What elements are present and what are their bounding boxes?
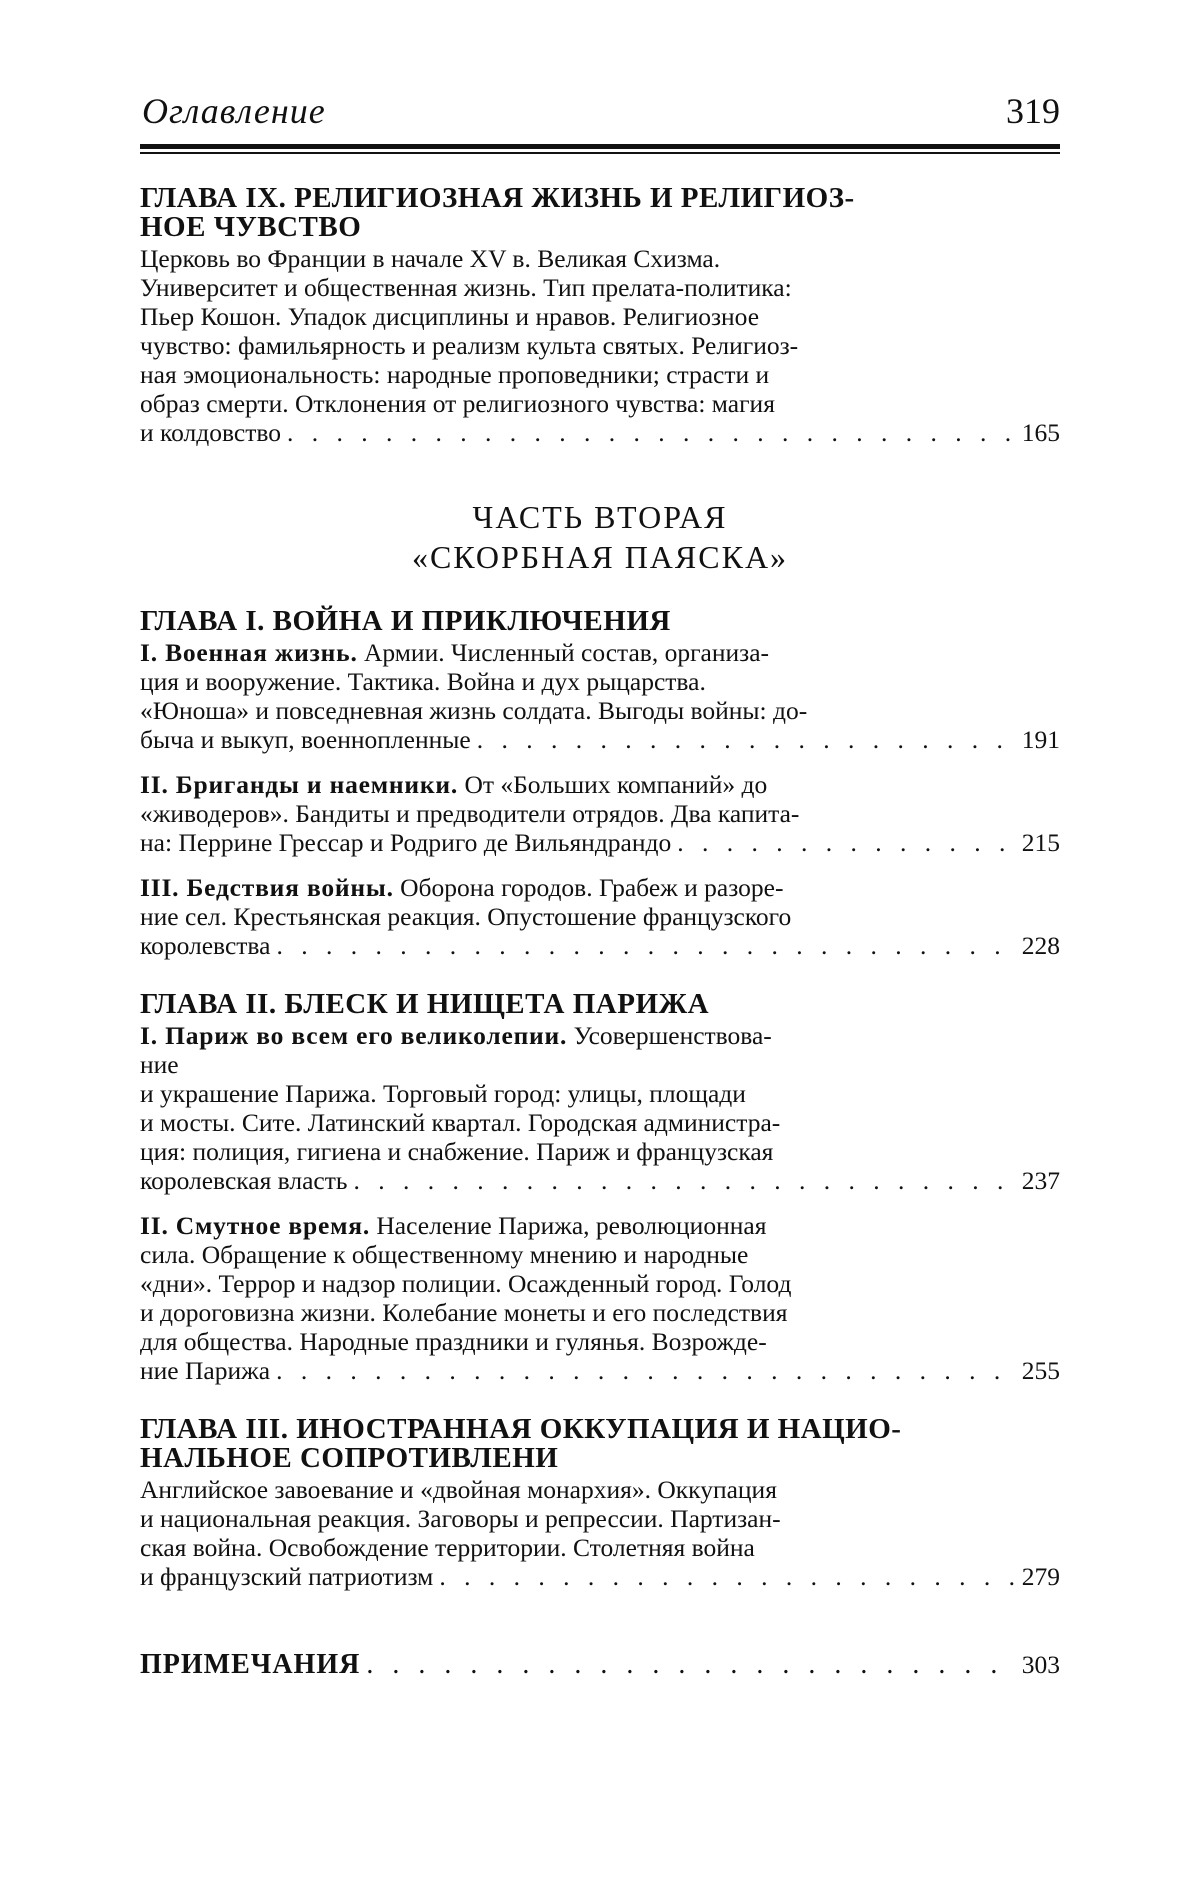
entry-line: ние [140,1050,179,1079]
part-heading-line2: «СКОРБНАЯ ПАЯСКА» [411,539,789,575]
entry-last-line [140,725,1060,754]
toc-entry [140,1475,1060,1591]
entry-line: и французский патриотизм [140,1562,434,1591]
entry-page-number: 279 [1021,1562,1060,1591]
entry-text [140,1021,1060,1166]
header-rule-thin [140,152,1060,154]
entry-page-number: 191 [1021,725,1060,754]
chapter-section [140,607,1060,960]
dot-leader [477,725,1016,754]
entry-line: быча и выкуп, военнопленные [140,725,471,754]
entry-line: и колдовство [140,418,281,447]
entry-line: и дороговизна жизни. Колебание монеты и его последствия [140,1298,788,1327]
entry-line: и украшение Парижа. Торговый город: улицы, площади [140,1079,746,1108]
part-heading-line1: ЧАСТЬ ВТОРАЯ [472,499,728,535]
entry-page-number: 255 [1021,1356,1060,1385]
dot-leader [677,828,1016,857]
entry-line: ние Парижа [140,1356,271,1385]
page-number: 319 [1006,91,1060,131]
entry-line: Население Парижа, революционная [370,1211,767,1240]
entry-last-line [140,418,1060,447]
entry-text [140,244,1060,418]
entry-last-line [140,1356,1060,1385]
notes-label: ПРИМЕЧАНИЯ [140,1649,361,1680]
entry-line: на: Перрине Грессар и Родриго де Вильяндрандо [140,828,672,857]
entry-text [140,638,1060,725]
toc-page [140,90,1060,1681]
dot-leader [354,1166,1016,1195]
chapter-title-line: ГЛАВА IX. РЕЛИГИОЗНАЯ ЖИЗНЬ И РЕЛИГИОЗ- [140,182,855,214]
toc-sections-before [140,184,1060,447]
entry-line: образ смерти. Отклонения от религиозного чувства: магия [140,389,775,418]
part-heading [140,497,1060,577]
toc-entry [140,244,1060,447]
chapter-title [140,990,1060,1019]
chapter-title-line: НОЕ ЧУВСТВО [140,211,362,243]
entry-lead: II. Смутное время. [140,1211,371,1240]
toc-sections-after [140,607,1060,1591]
dot-leader [276,1356,1016,1385]
chapter-title-line: ГЛАВА III. ИНОСТРАННАЯ ОККУПАЦИЯ И НАЦИО- [140,1413,902,1445]
dot-leader [366,1649,1015,1681]
chapter-title-line: ГЛАВА I. ВОЙНА И ПРИКЛЮЧЕНИЯ [140,605,671,637]
chapter-title-line: НАЛЬНОЕ СОПРОТИВЛЕНИ [140,1442,559,1474]
toc-entry [140,1021,1060,1195]
chapter-section [140,990,1060,1385]
entry-line: королевства [140,931,271,960]
dot-leader [439,1562,1015,1591]
entry-lead: II. Бриганды и наемники. [140,770,459,799]
entry-line: Усовершенствова- [567,1021,772,1050]
notes-page-number: 303 [1021,1650,1060,1679]
chapter-section [140,184,1060,447]
entry-line: ция и вооружение. Тактика. Война и дух рыцарства. [140,667,706,696]
entry-line: «живодеров». Бандиты и предводители отрядов. Два капита- [140,799,800,828]
entry-line: ная эмоциональность: народные проповедники; страсти и [140,360,770,389]
entry-text [140,1475,1060,1562]
toc-entry [140,770,1060,857]
entry-last-line [140,828,1060,857]
entry-line: Церковь во Франции в начале XV в. Великая Схизма. [140,244,721,273]
entry-line: чувство: фамильярность и реализм культа святых. Религиоз- [140,331,799,360]
entry-line: Английское завоевание и «двойная монархия». Оккупация [140,1475,777,1504]
dot-leader [276,931,1015,960]
entry-line: и национальная реакция. Заговоры и репрессии. Партизан- [140,1504,781,1533]
entry-page-number: 228 [1021,931,1060,960]
entry-line: Армии. Численный состав, организа- [357,638,770,667]
entry-line: и мосты. Сите. Латинский квартал. Городская администра- [140,1108,781,1137]
entry-text [140,770,1060,828]
entry-last-line [140,1562,1060,1591]
chapter-section [140,1415,1060,1591]
chapter-title-line: ГЛАВА II. БЛЕСК И НИЩЕТА ПАРИЖА [140,988,710,1020]
toc-entry-notes [140,1649,1060,1681]
entry-lead: I. Париж во всем его великолепии. [140,1021,568,1050]
entry-line: сила. Обращение к общественному мнению и народные [140,1240,749,1269]
entry-line: ская война. Освобождение территории. Столетняя война [140,1533,755,1562]
toc-entry [140,873,1060,960]
entry-last-line [140,1166,1060,1195]
entry-last-line [140,931,1060,960]
entry-line: ция: полиция, гигиена и снабжение. Париж и французская [140,1137,774,1166]
running-title: Оглавление [142,91,326,131]
toc-entry [140,1211,1060,1385]
entry-page-number: 215 [1021,828,1060,857]
entry-line: для общества. Народные праздники и гулянья. Возрожде- [140,1327,767,1356]
dot-leader [287,418,1016,447]
entry-line: «Юноша» и повседневная жизнь солдата. Выгоды войны: до- [140,696,808,725]
entry-line: От «Больших компаний» до [458,770,768,799]
running-head [140,90,1060,142]
chapter-title [140,1415,1060,1473]
entry-line: Оборона городов. Грабеж и разоре- [393,873,784,902]
entry-text [140,1211,1060,1356]
header-rule-thick [140,144,1060,149]
entry-text [140,873,1060,931]
entry-line: королевская власть [140,1166,348,1195]
entry-line: ние сел. Крестьянская реакция. Опустошение французского [140,902,792,931]
chapter-title [140,607,1060,636]
entry-line: Пьер Кошон. Упадок дисциплины и нравов. Религиозное [140,302,760,331]
chapter-title [140,184,1060,242]
entry-lead: I. Военная жизнь. [140,638,358,667]
entry-line: «дни». Террор и надзор полиции. Осажденный город. Голод [140,1269,792,1298]
entry-page-number: 237 [1021,1166,1060,1195]
entry-page-number: 165 [1021,418,1060,447]
entry-line: Университет и общественная жизнь. Тип прелата-политика: [140,273,792,302]
toc-entry [140,638,1060,754]
entry-lead: III. Бедствия войны. [140,873,394,902]
